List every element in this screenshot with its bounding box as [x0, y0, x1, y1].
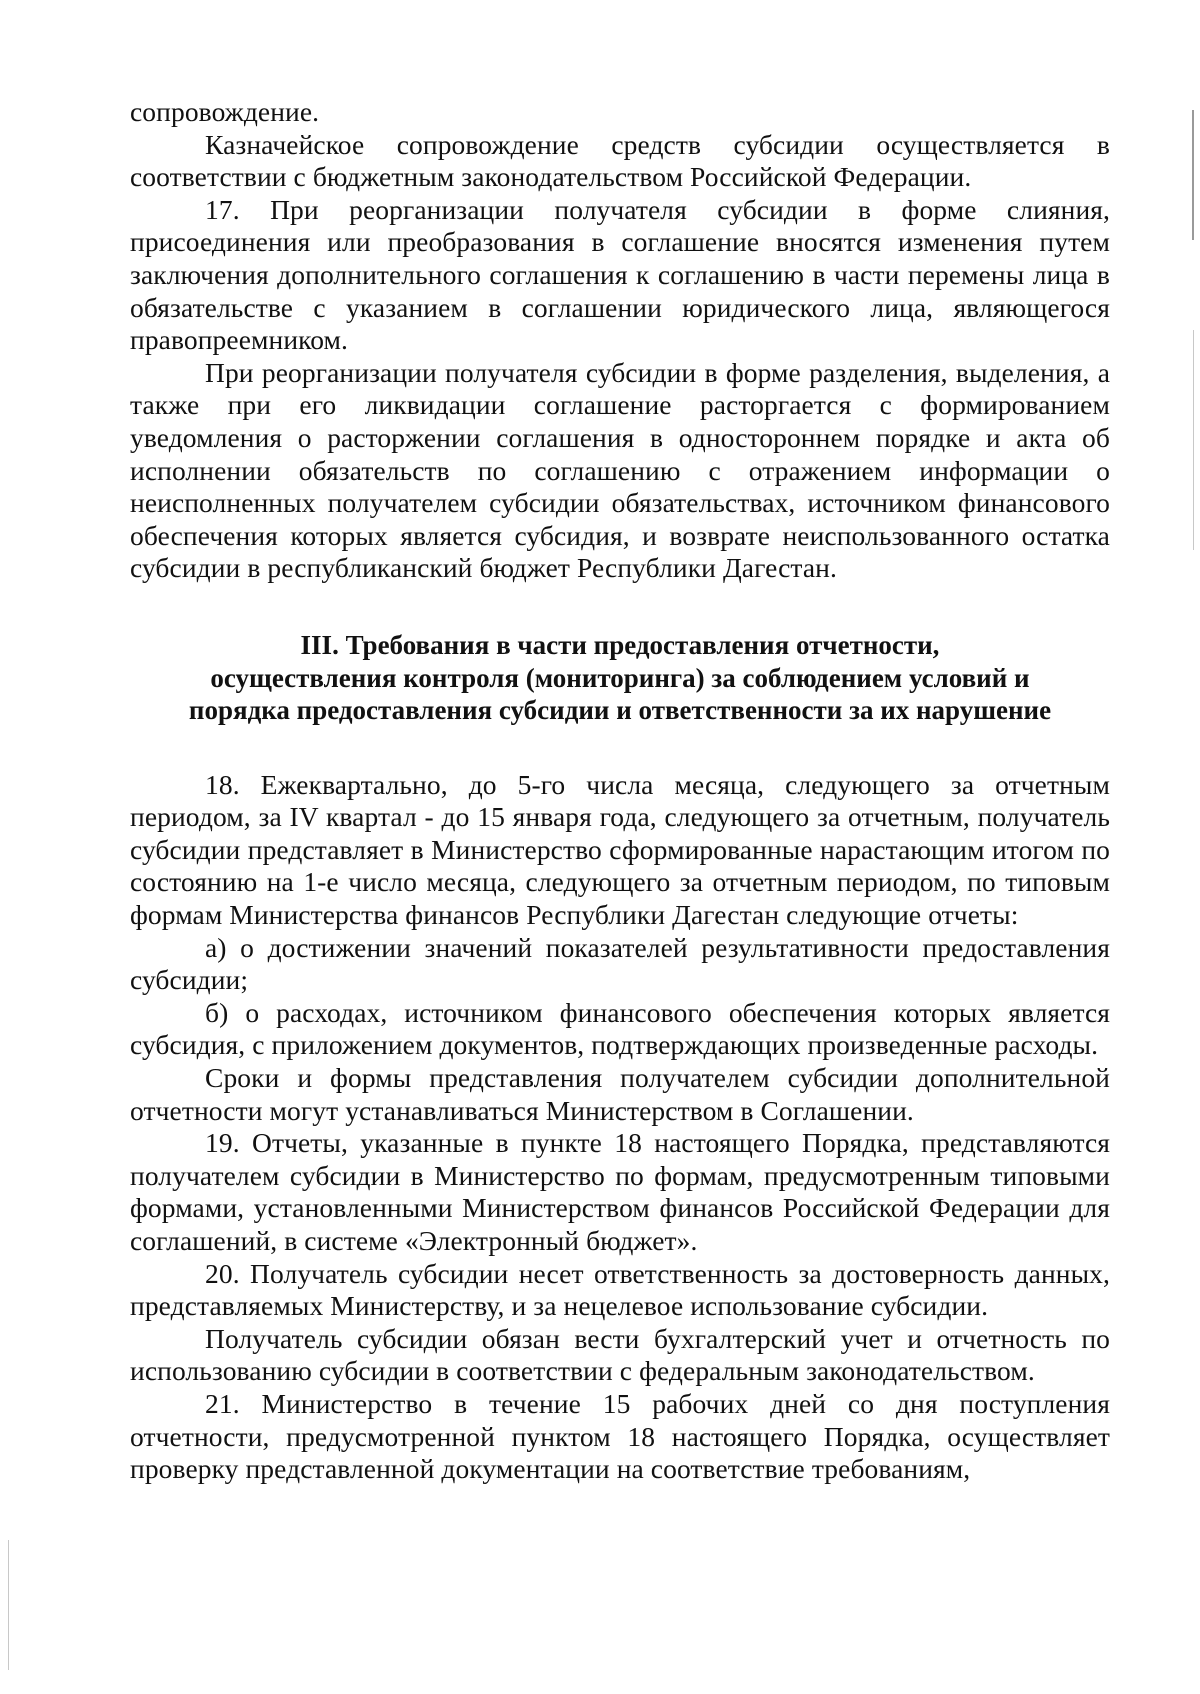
paragraph-continuation: сопровождение.	[130, 96, 320, 127]
paragraph-18-a: а) о достижении значений показателей результативности предоставления субсидии;	[130, 931, 1110, 996]
paragraph-18: 18. Ежеквартально, до 5-го числа месяца, следующего за отчетным периодом, за IV квартал - до 15 января года, следующего за отчетным, получатель субсидии представляет в Министерство сформированные нарастающим итогом по состоянию на 1-е число месяца, следующего за отчетным периодом, по типовым формам Министерства финансов Республики Дагестан следующие отчеты:	[130, 768, 1110, 931]
scan-artifact-line	[8, 1540, 9, 1670]
section-heading	[130, 629, 1110, 727]
section-heading-line: порядка предоставления субсидии и ответственности за их нарушение	[188, 695, 1052, 726]
paragraph-17: 17. При реорганизации получателя субсидии в форме слияния, присоединения или преобразования в соглашение вносятся изменения путем заключения дополнительного соглашения к соглашению в части перемены лица в обязательстве с указанием в соглашении юридического лица, являющегося правопреемником.	[130, 193, 1110, 356]
paragraph-17-reorganization: При реорганизации получателя субсидии в форме разделения, выделения, а также при его ликвидации соглашение расторгается с формированием уведомления о расторжении соглашения в одностороннем порядке и акта об исполнении обязательств по соглашению с отражением информации о неисполненных получателем субсидии обязательствах, источником финансового обеспечения которых является субсидия, и возврате неиспользованного остатка субсидии в республиканский бюджет Республики Дагестан.	[130, 356, 1110, 584]
paragraph-additional-reporting: Сроки и формы представления получателем субсидии дополнительной отчетности могут устанавливаться Министерством в Соглашении.	[130, 1062, 1110, 1126]
section-heading-line: осуществления контроля (мониторинга) за соблюдением условий и	[210, 662, 1030, 693]
section-heading-line: III. Требования в части предоставления отчетности,	[300, 629, 940, 660]
paragraph-18-b: б) о расходах, источником финансового обеспечения которых является субсидия, с приложением документов, подтверждающих произведенные расходы.	[130, 996, 1110, 1061]
scan-artifact-line	[1192, 110, 1194, 240]
paragraph-20-accounting: Получатель субсидии обязан вести бухгалтерский учет и отчетность по использованию субсидии в соответствии с федеральным законодательством.	[130, 1322, 1110, 1387]
paragraph-21: 21. Министерство в течение 15 рабочих дней со дня поступления отчетности, предусмотренной пунктом 18 настоящего Порядка, осуществляет проверку представленной документации на соответствие требованиям,	[130, 1387, 1110, 1485]
paragraph-treasury-support: Казначейское сопровождение средств субсидии осуществляется в соответствии с бюджетным законодательством Российской Федерации.	[130, 128, 1110, 193]
paragraph-20: 20. Получатель субсидии несет ответственность за достоверность данных, представляемых Министерству, и за нецелевое использование субсидии.	[130, 1257, 1110, 1322]
document-page	[130, 96, 1110, 1486]
scan-artifact-line	[1193, 330, 1194, 550]
paragraph-19: 19. Отчеты, указанные в пункте 18 настоящего Порядка, представляются получателем субсидии в Министерство по формам, предусмотренным типовыми формами, установленными Министерством финансов Российской Федерации для соглашений, в системе «Электронный бюджет».	[130, 1127, 1110, 1256]
